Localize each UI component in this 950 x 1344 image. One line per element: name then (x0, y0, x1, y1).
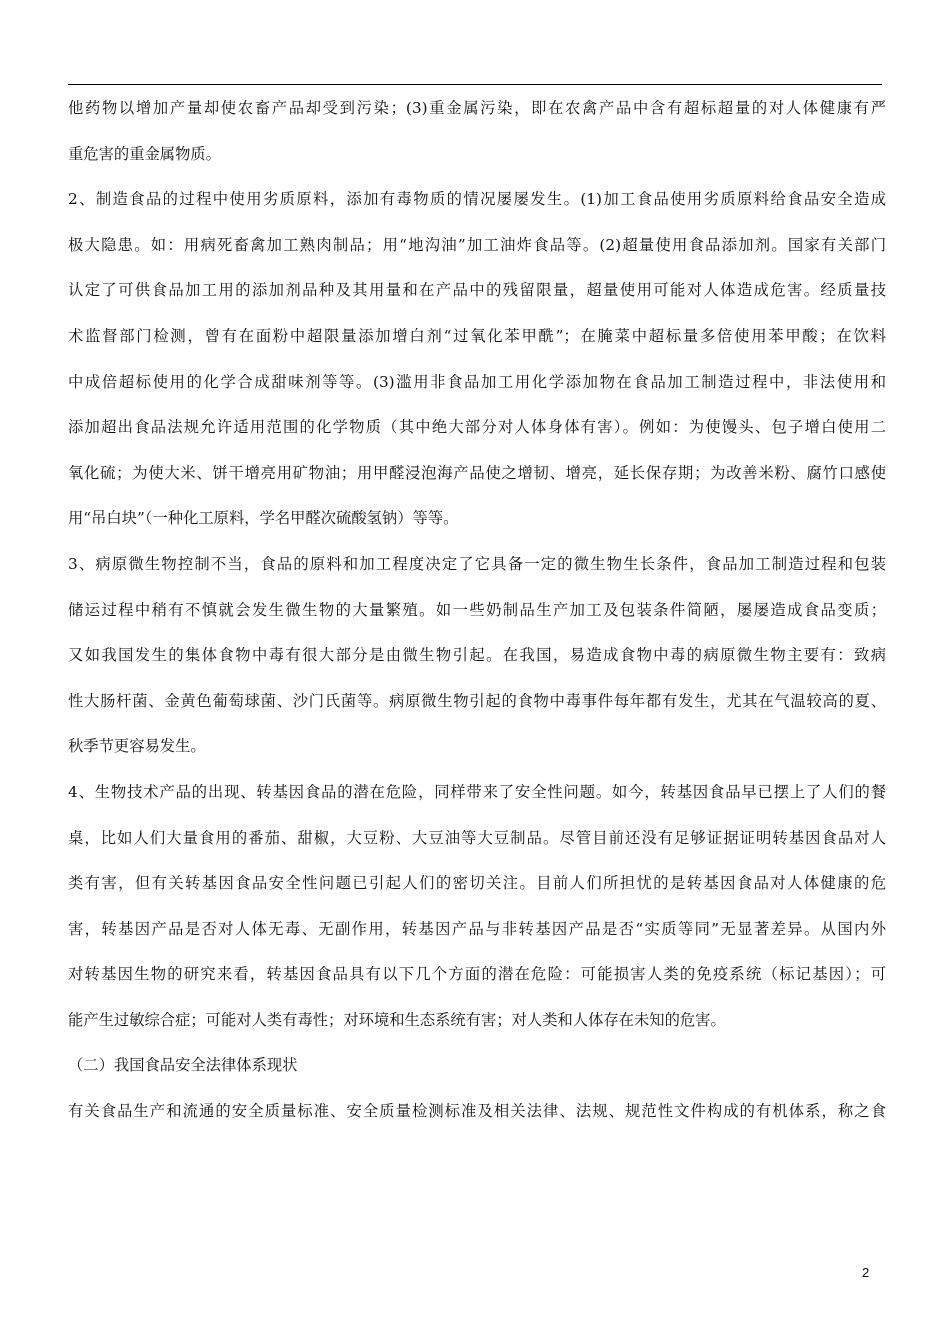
text-line: 性大肠杆菌、金黄色葡萄球菌、沙门氏菌等。病原微生物引起的食物中毒事件每年都有发生，尤其在气温较高的夏、 (68, 691, 886, 710)
text-line: 认定了可供食品加工用的添加剂品种及其用量和在产品中的残留限量，超量使用可能对人体造成危害。经质量技 (68, 281, 886, 300)
text-line: 桌，比如人们大量食用的番茄、甜椒，大豆粉、大豆油等大豆制品。尽管目前还没有足够证据证明转基因食品对人 (68, 828, 886, 847)
text-line: 有关食品生产和流通的安全质量标准、安全质量检测标准及相关法律、法规、规范性文件构成的有机体系，称之食 (68, 1102, 886, 1121)
text-line: 术监督部门检测，曾有在面粉中超限量添加增白剂“过氧化苯甲酰”；在腌菜中超标量多倍使用苯甲酸；在饮料 (68, 326, 886, 345)
text-line: 4、生物技术产品的出现、转基因食品的潜在危险，同样带来了安全性问题。如今，转基因食品早已摆上了人们的餐 (68, 782, 886, 801)
text-line: 极大隐患。如：用病死畜禽加工熟肉制品；用“地沟油”加工油炸食品等。(2)超量使用食品添加剂。国家有关部门 (68, 235, 886, 254)
text-line: 2、制造食品的过程中使用劣质原料，添加有毒物质的情况屡屡发生。(1)加工食品使用劣质原料给食品安全造成 (68, 190, 886, 209)
page-number: 2 (862, 1265, 870, 1280)
text-line: 害，转基因产品是否对人体无毒、无副作用，转基因产品与非转基因产品是否“实质等同”无显著差异。从国内外 (68, 919, 886, 938)
text-line: 中成倍超标使用的化学合成甜味剂等等。(3)滥用非食品加工用化学添加物在食品加工制造过程中，非法使用和 (68, 372, 886, 391)
text-line: 氧化硫；为使大米、饼干增亮用矿物油；用甲醛浸泡海产品使之增韧、增亮，延长保存期；为改善米粉、腐竹口感使 (68, 463, 886, 482)
text-line: 秋季节更容易发生。 (68, 737, 206, 756)
text-line: 对转基因生物的研究来看，转基因食品具有以下几个方面的潜在危险：可能损害人类的免疫系统（标记基因）；可 (68, 965, 886, 984)
text-line: 添加超出食品法规允许适用范围的化学物质（其中绝大部分对人体身体有害）。例如：为使馒头、包子增白使用二 (68, 418, 886, 437)
text-line: （二）我国食品安全法律体系现状 (68, 1056, 298, 1075)
text-line: 重危害的重金属物质。 (68, 144, 221, 163)
header-rule (68, 84, 882, 85)
text-line: 类有害，但有关转基因食品安全性问题已引起人们的密切关注。目前人们所担忧的是转基因食品对人体健康的危 (68, 874, 886, 893)
text-line: 能产生过敏综合症；可能对人类有毒性；对环境和生态系统有害；对人类和人体存在未知的危害。 (68, 1010, 726, 1029)
text-line: 储运过程中稍有不慎就会发生微生物的大量繁殖。如一些奶制品生产加工及包装条件简陋，屡屡造成食品变质； (68, 600, 886, 619)
document-body (68, 86, 886, 1135)
text-line: 用“吊白块”（一种化工原料，学名甲醛次硫酸氢钠）等等。 (68, 509, 459, 528)
text-line: 又如我国发生的集体食物中毒有很大部分是由微生物引起。在我国，易造成食物中毒的病原微生物主要有：致病 (68, 646, 886, 665)
text-line: 他药物以增加产量却使农畜产品却受到污染；(3)重金属污染，即在农禽产品中含有超标超量的对人体健康有严 (68, 99, 886, 117)
text-line: 3、病原微生物控制不当，食品的原料和加工程度决定了它具备一定的微生物生长条件，食品加工制造过程和包装 (68, 554, 886, 573)
